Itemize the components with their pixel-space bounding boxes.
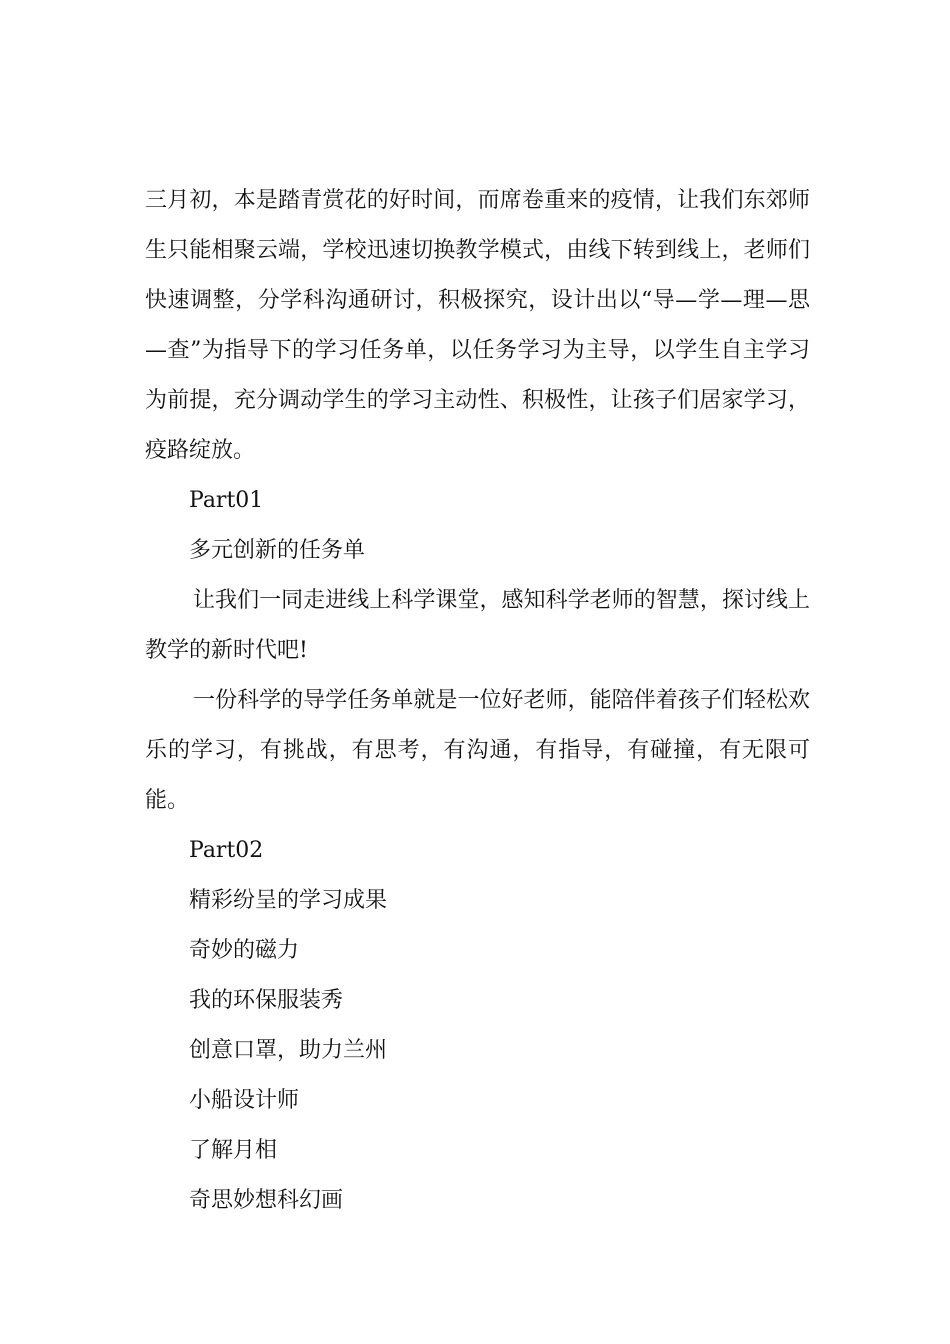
section-heading-task-sheet: 多元创新的任务单 xyxy=(189,538,366,563)
list-item-scifi-painting: 奇思妙想科幻画 xyxy=(189,1188,344,1213)
body-paragraph-task-sheet: 一份科学的导学任务单就是一位好老师，能陪伴着孩子们轻松欢乐的学习，有挑战，有思考，有沟通，有指导，有碰撞，有无限可能。 xyxy=(145,688,810,813)
section-heading-results: 精彩纷呈的学习成果 xyxy=(189,888,388,913)
list-item-moon-phases: 了解月相 xyxy=(189,1138,278,1163)
intro-paragraph: 三月初，本是踏青赏花的好时间，而席卷重来的疫情，让我们东郊师生只能相聚云端，学校迅速切换教学模式，由线下转到线上，老师们快速调整，分学科沟通研讨，积极探究，设计出以“导—学—理—思—查”为指导下的学习任务单，以任务学习为主导，以学生自主学习为前提，充分调动学生的学习主动性、积极性，让孩子们居家学习，疫路绽放。 xyxy=(145,188,810,463)
document-body xyxy=(145,176,810,1226)
list-item-magnetism: 奇妙的磁力 xyxy=(189,938,300,963)
body-paragraph-online-class: 让我们一同走进线上科学课堂，感知科学老师的智慧，探讨线上教学的新时代吧! xyxy=(145,588,810,663)
list-item-boat-designer: 小船设计师 xyxy=(189,1088,300,1113)
list-item-creative-mask: 创意口罩，助力兰州 xyxy=(189,1038,388,1063)
list-item-eco-fashion: 我的环保服装秀 xyxy=(189,988,344,1013)
section-label-part01: Part01 xyxy=(189,488,264,513)
section-label-part02: Part02 xyxy=(189,838,264,863)
